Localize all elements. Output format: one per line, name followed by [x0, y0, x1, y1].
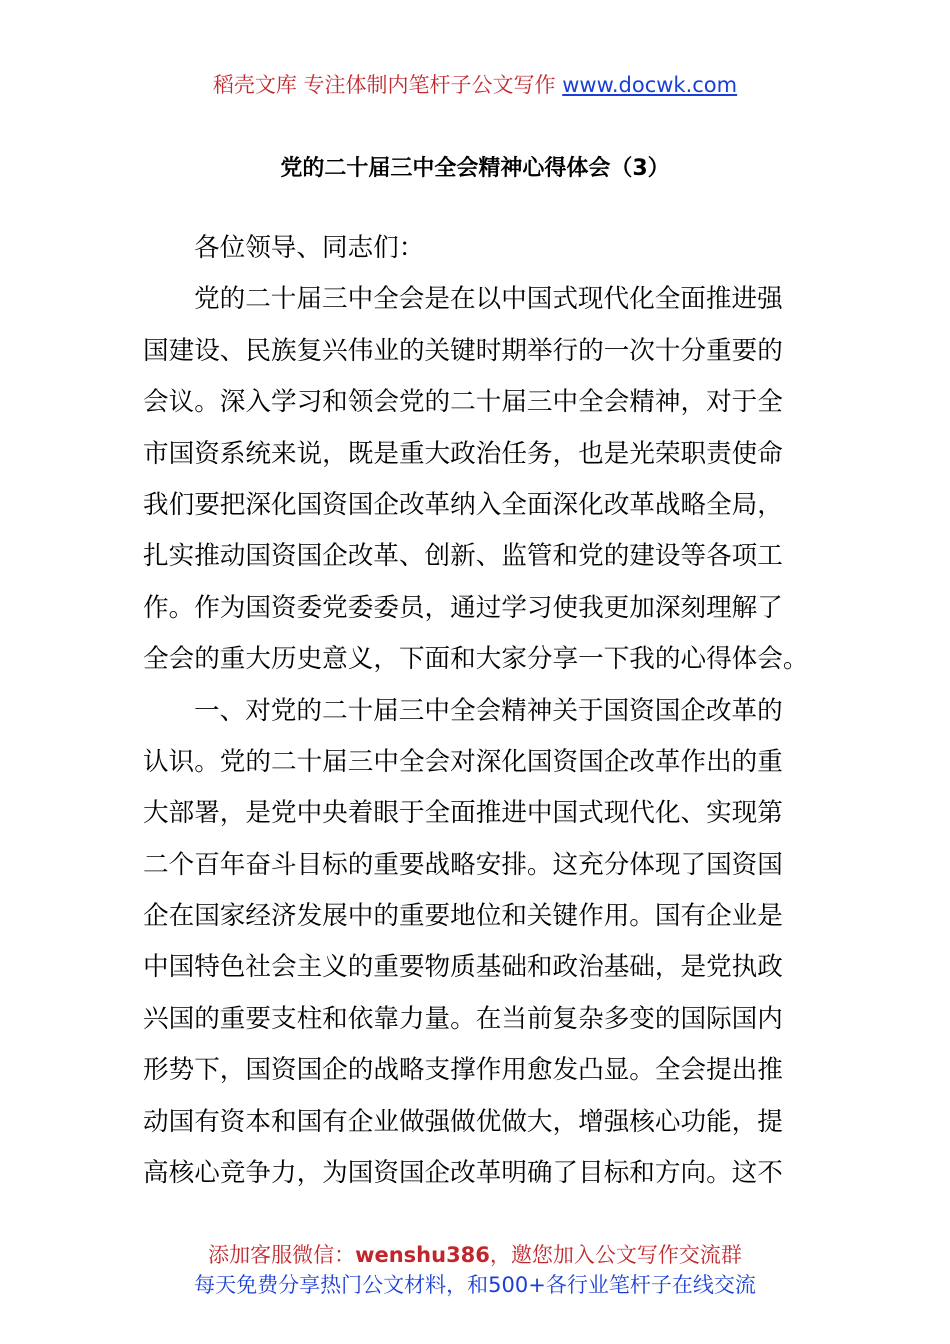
footer-wechat-line: [0, 1240, 950, 1270]
paragraph-line: 扎实推动国资国企改革、创新、监管和党的建设等各项工: [143, 541, 783, 572]
header-brand-text: 稻壳文库 专注体制内笔杆子公文写作: [212, 73, 556, 97]
paragraph-line: 认识。党的二十届三中全会对深化国资国企改革作出的重: [143, 746, 783, 777]
paragraph-line: 市国资系统来说，既是重大政治任务，也是光荣职责使命: [143, 438, 783, 469]
paragraph-line: 我们要把深化国资国企改革纳入全面深化改革战略全局，: [143, 489, 783, 520]
footer-wechat-prefix: 添加客服微信：: [208, 1243, 356, 1267]
footer-wechat-id: wenshu386: [355, 1243, 490, 1267]
footer-wechat-suffix: ，邀您加入公文写作交流群: [489, 1243, 742, 1267]
paragraph-line: 作。作为国资委党委委员，通过学习使我更加深刻理解了: [143, 592, 783, 623]
paragraph-line: 全会的重大历史意义，下面和大家分享一下我的心得体会。: [143, 644, 809, 675]
paragraph-line: 一、对党的二十届三中全会精神关于国资国企改革的: [194, 695, 783, 726]
page-footer: [0, 1240, 950, 1300]
document-title: 党的二十届三中全会精神心得体会（3）: [280, 156, 670, 181]
page-header: [0, 70, 950, 100]
paragraph-line: 会议。深入学习和领会党的二十届三中全会精神，对于全: [143, 387, 783, 418]
paragraph-line: 兴国的重要支柱和依靠力量。在当前复杂多变的国际国内: [143, 1003, 783, 1034]
paragraph-line: 形势下，国资国企的战略支撑作用愈发凸显。全会提出推: [143, 1055, 783, 1086]
document-body: [143, 223, 811, 1199]
salutation-line: 各位领导、同志们：: [194, 233, 425, 263]
paragraph-line: 二个百年奋斗目标的重要战略安排。这充分体现了国资国: [143, 849, 783, 880]
header-url-link[interactable]: www.docwk.com: [562, 73, 738, 97]
footer-share-line: 每天免费分享热门公文材料，和500+各行业笔杆子在线交流: [194, 1273, 756, 1297]
paragraph-line: 企在国家经济发展中的重要地位和关键作用。国有企业是: [143, 901, 783, 932]
paragraph-line: 动国有资本和国有企业做强做优做大，增强核心功能，提: [143, 1106, 783, 1137]
paragraph-line: 党的二十届三中全会是在以中国式现代化全面推进强: [194, 284, 783, 315]
paragraph-line: 国建设、民族复兴伟业的关键时期举行的一次十分重要的: [143, 335, 783, 366]
paragraph-line: 高核心竞争力，为国资国企改革明确了目标和方向。这不: [143, 1158, 783, 1189]
paragraph-line: 大部署，是党中央着眼于全面推进中国式现代化、实现第: [143, 798, 783, 829]
paragraph-line: 中国特色社会主义的重要物质基础和政治基础，是党执政: [143, 952, 783, 983]
